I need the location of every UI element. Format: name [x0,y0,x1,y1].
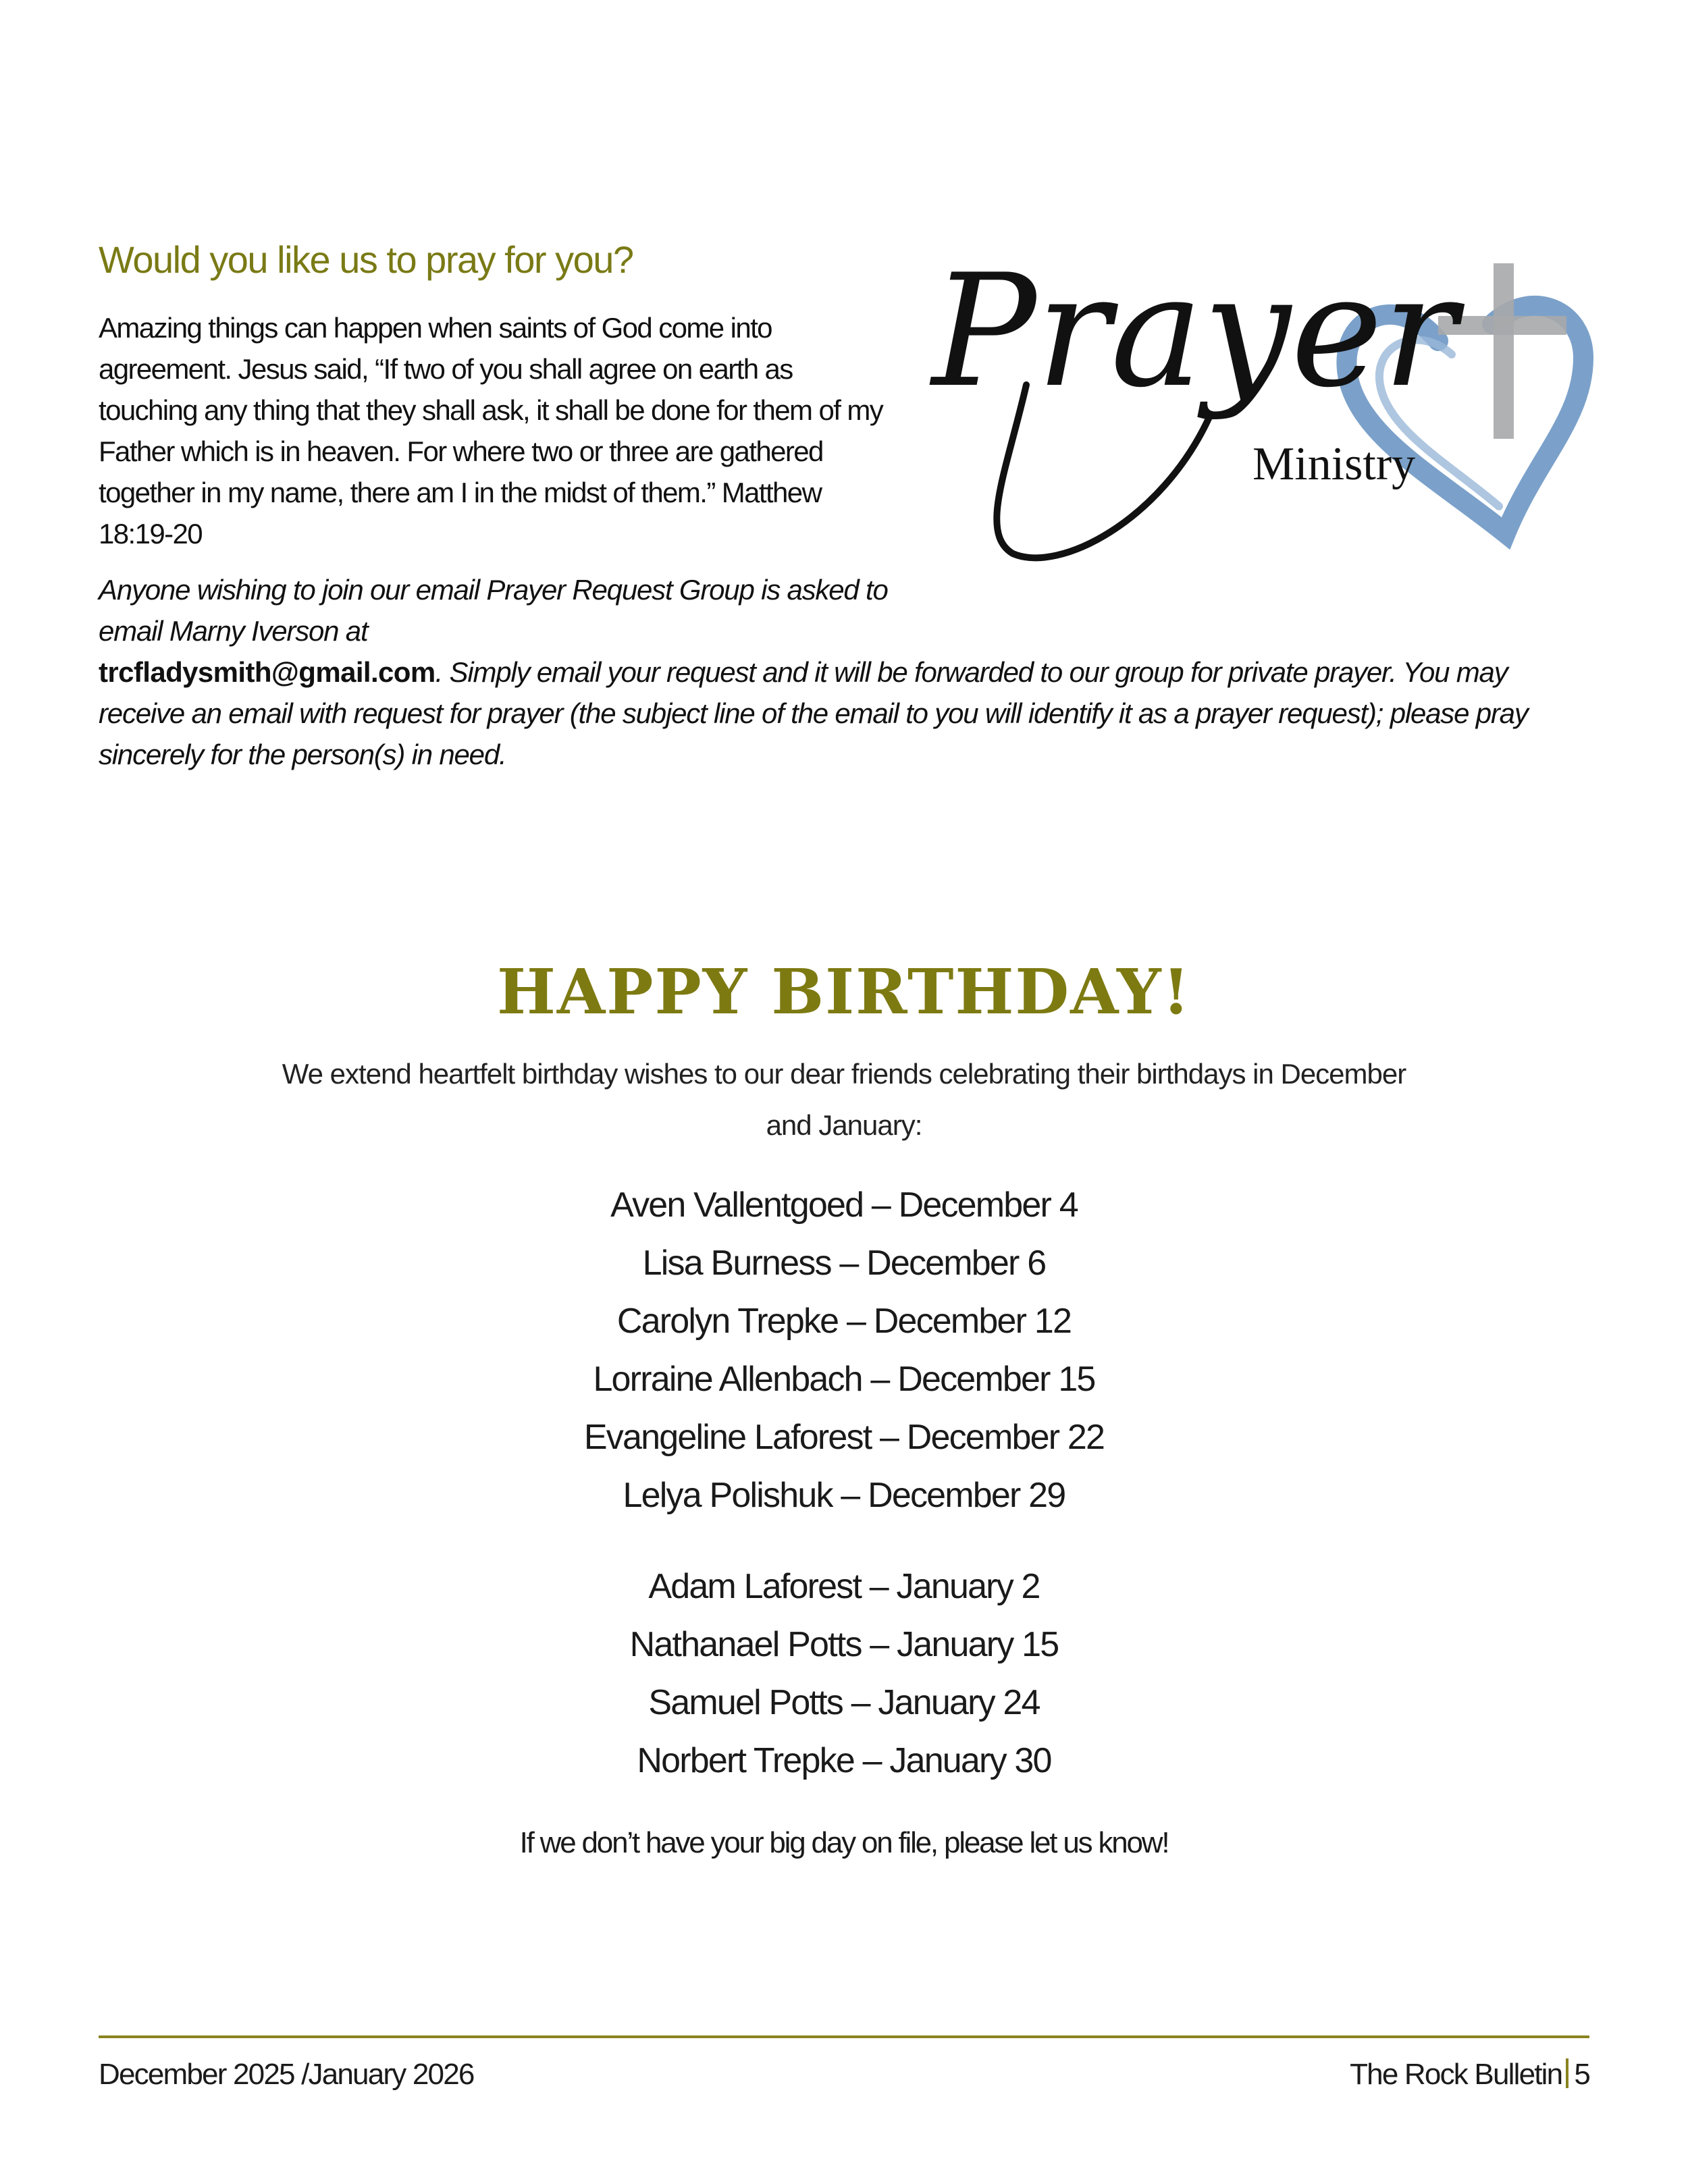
footer-divider [99,2035,1589,2038]
footer-separator [1566,2058,1568,2088]
publication-name: The Rock Bulletin [1350,2058,1562,2091]
prayer-email-note [99,569,1598,775]
list-item: Nathanael Potts – January 15 [629,1625,1059,1664]
january-birthday-list [0,1557,1688,1790]
birthday-heading: HAPPY BIRTHDAY! [496,955,1192,1028]
list-item: Samuel Potts – January 24 [648,1683,1040,1722]
birthday-intro: We extend heartfelt birthday wishes to our dear friends celebrating their birthdays in December and January: [282,1058,1406,1141]
birthday-closing: If we don’t have your big day on file, please let us know! [519,1826,1169,1859]
list-item: Aven Vallentgoed – December 4 [610,1186,1078,1225]
prayer-heading: Would you like us to pray for you? [99,238,633,281]
list-item: Lisa Burness – December 6 [642,1244,1046,1283]
prayer-email-link[interactable]: trcfladysmith@gmail.com [99,656,436,688]
cross-icon [1438,263,1566,439]
prayer-note-intro: Anyone wishing to join our email Prayer Request Group is asked to email Marny Iverson at [99,574,888,647]
list-item: Norbert Trepke – January 30 [637,1741,1051,1780]
list-item: Lorraine Allenbach – December 15 [593,1360,1095,1399]
december-birthday-list [0,1176,1688,1524]
logo-ministry-text: Ministry [1252,438,1416,490]
footer-publication [1350,2058,1589,2092]
list-item: Carolyn Trepke – December 12 [616,1302,1072,1341]
logo-script-text: Prayer [932,242,1457,422]
list-item: Evangeline Laforest – December 22 [583,1418,1105,1457]
prayer-body-text: Amazing things can happen when saints of God come into agreement. Jesus said, “If two of you shall agree on earth as touching any thing that they shall ask, it shall be done for them of my Father which is in heaven. For where two or three are gathered together in my name, there am I in the midst of them.” Matthew 18:19-20 [99,312,883,550]
list-item: Adam Laforest – January 2 [648,1567,1040,1606]
prayer-ministry-logo [925,216,1593,594]
page-number: 5 [1574,2058,1589,2091]
list-item: Lelya Polishuk – December 29 [623,1476,1065,1515]
prayer-note-rest: . Simply email your request and it will be forwarded to our group for private prayer. You may receive an email with request for prayer (the subject line of the email to you will identify it as a prayer request); please pray sincerely for the person(s) in need. [99,656,1528,770]
footer-date: December 2025 /January 2026 [99,2058,474,2091]
